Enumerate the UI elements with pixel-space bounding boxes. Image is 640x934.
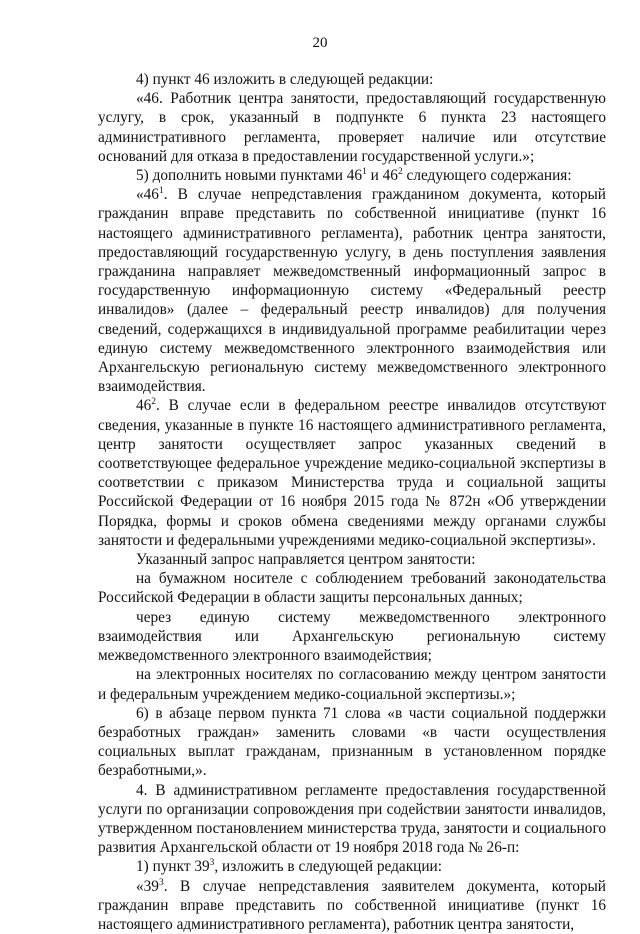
- superscript-index: 3: [209, 858, 215, 869]
- paragraph: [98, 781, 606, 858]
- paragraph: [98, 569, 606, 607]
- text-run: следующего содержания:: [402, 167, 572, 185]
- superscript-index: 2: [151, 397, 157, 408]
- text-run: 4) пункт 46 изложить в следующей редакции:: [136, 71, 434, 88]
- text-run: через единую систему межведомственного электронного взаимодействия или Архангельскую региональную систему межведомственного электронного взаимодействия;: [98, 608, 606, 665]
- text-run: 4. В административном регламенте предоставления государственной услуги по организации сопровождения при содействии занятости инвалидов, утвержденном постановлением министерства труда, занятости и социального развития Архангельской области от 19 ноября 2018 года № 26-п:: [98, 781, 606, 857]
- text-run: 5) дополнить новыми пунктами 46: [136, 167, 363, 185]
- text-run: Указанный запрос направляется центром занятости:: [136, 551, 476, 569]
- superscript-index: 1: [158, 186, 164, 197]
- paragraph: [98, 185, 606, 396]
- text-run: . В случае непредставления гражданином документа, который гражданин вправе представить по собственной инициативе (пункт 16 настоящего административного регламента), работник центра занятости, предоставляющий государственную услугу, в день поступления заявления гражданина направляет межведомственный информационный запрос в государственную информационную систему «Федеральный реестр инвалидов» (далее – федеральный реестр инвалидов) для получения сведений, содержащихся в индивидуальной программе реабилитации через единую систему межведомственного электронного взаимодействия или Архангельскую региональную систему межведомственного электронного взаимодействия.: [98, 186, 606, 396]
- superscript-index: 3: [158, 877, 164, 888]
- paragraph: [98, 857, 606, 876]
- paragraph: [98, 877, 606, 934]
- paragraph: [98, 550, 606, 569]
- paragraph: [98, 665, 606, 703]
- text-run: 46: [136, 397, 152, 415]
- superscript-index: 2: [397, 166, 403, 177]
- superscript-index: 1: [362, 166, 367, 177]
- document-body: [98, 70, 606, 934]
- text-run: «39: [136, 877, 159, 895]
- paragraph: [98, 396, 606, 550]
- text-run: «46. Работник центра занятости, предоставляющий государственную услугу, в срок, указанный в подпункте 6 пункта 23 настоящего административного регламента, проверяет наличие или отсутствие оснований для отказа в предоставлении государственной услуги.»;: [98, 90, 606, 165]
- text-run: , изложить в следующей редакции:: [214, 858, 442, 876]
- paragraph: [98, 89, 606, 166]
- paragraph: [98, 704, 606, 781]
- text-run: 6) в абзаце первом пункта 71 слова «в части социальной поддержки безработных граждан» заменить словами «в части осуществления социальных выплат гражданам, признанным в установленном порядке безработными,».: [98, 704, 606, 780]
- paragraph: [98, 608, 606, 666]
- page-number: 20: [312, 35, 328, 51]
- text-run: . В случае если в федеральном реестре инвалидов отсутствуют сведения, указанные в пункте 16 настоящего административного регламента, центр занятости осуществляет запрос указанных сведений в соответствующее федеральное учреждение медико-социальной экспертизы в соответствии с приказом Министерства труда и социальной защиты Российской Федерации от 16 ноября 2015 года № 872н «Об утверждении Порядка, формы и сроков обмена сведениями между органами службы занятости и федеральными учреждениями медико-социальной экспертизы».: [98, 397, 606, 549]
- text-run: на электронных носителях по согласованию между центром занятости и федеральным учреждением медико-социальной экспертизы.»;: [98, 666, 606, 703]
- text-run: на бумажном носителе с соблюдением требований законодательства Российской Федерации в области защиты персональных данных;: [98, 570, 606, 607]
- text-run: «46: [136, 186, 159, 204]
- paragraph: [98, 70, 606, 89]
- paragraph: [98, 166, 606, 185]
- text-run: 1) пункт 39: [136, 858, 210, 876]
- text-run: . В случае непредставления заявителем документа, который гражданин вправе представить по собственной инициативе (пункт 16 настоящего административного регламента), работник центра занятости,: [98, 877, 606, 933]
- text-run: и 46: [366, 167, 398, 185]
